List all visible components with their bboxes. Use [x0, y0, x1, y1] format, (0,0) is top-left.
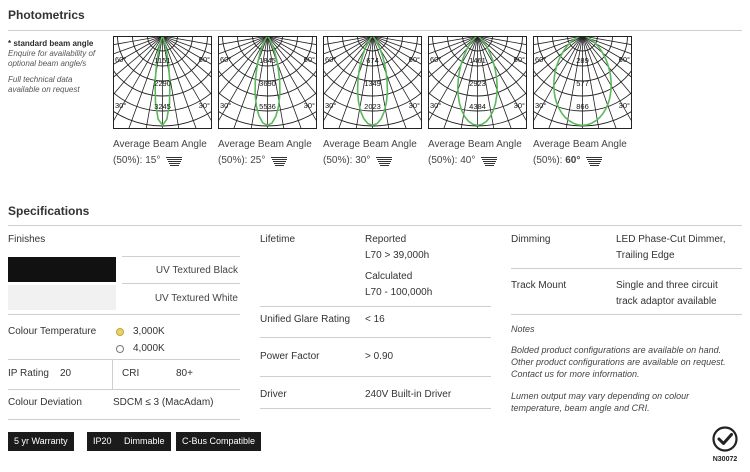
notes-line-3: Contact us for more information. — [511, 369, 640, 379]
angle-label-60-right: 60° — [618, 55, 630, 64]
angle-label-60-left: 60° — [325, 55, 337, 64]
notes-line-4: Lumen output may vary depending on colour — [511, 391, 690, 401]
polar-diagram-60 — [533, 36, 632, 129]
angle-label-60-left: 60° — [220, 55, 232, 64]
black-swatch — [8, 257, 116, 282]
ip-label: IP Rating — [8, 368, 49, 379]
notes-line-1: Bolded product configurations are available on hand. — [511, 345, 722, 355]
lifetime-reported-value: L70 > 39,000h — [365, 250, 430, 261]
beam-spread-icon — [271, 157, 287, 166]
caption-prefix: (50%): — [428, 155, 461, 166]
polar-diagram-15 — [113, 36, 212, 129]
angle-label-60-right: 60° — [513, 55, 525, 64]
caption-prefix: (50%): — [218, 155, 251, 166]
cool-dot-icon — [116, 345, 124, 353]
notes-line-5: temperature, beam angle and CRI. — [511, 403, 650, 413]
angle-label-60-right: 60° — [198, 55, 210, 64]
lifetime-calculated-value: L70 - 100,000h — [365, 287, 433, 298]
pf-label: Power Factor — [260, 351, 320, 362]
caption-title: Average Beam Angle — [533, 139, 627, 150]
beam-spread-icon — [376, 157, 392, 166]
beam-caption-25 — [218, 137, 330, 169]
warm-dot-icon — [116, 328, 124, 336]
lux-value-top: 1461 — [469, 56, 486, 65]
photometrics-heading: Photometrics — [8, 8, 85, 22]
badge-dimmable: Dimmable — [118, 432, 171, 451]
beam-spread-icon — [166, 157, 182, 166]
ugr-label: Unified Glare Rating — [260, 314, 351, 325]
lux-value-mid: 3690 — [259, 79, 276, 88]
lux-value-top: 289 — [576, 56, 589, 65]
dimming-value-1: LED Phase-Cut Dimmer, — [616, 234, 726, 245]
finish-black-label: UV Textured Black — [155, 265, 238, 276]
angle-label-60-right: 60° — [408, 55, 420, 64]
notes-line-2: Other product configurations are available on request. — [511, 357, 726, 367]
beam-caption-30 — [323, 137, 435, 169]
colour-temp-1: 3,000K — [133, 326, 165, 337]
angle-label-30-left: 30° — [325, 101, 337, 110]
track-value-2: track adaptor available — [616, 296, 717, 307]
lux-value-mid: 577 — [576, 79, 589, 88]
track-value-1: Single and three circuit — [616, 280, 718, 291]
pf-value: > 0.90 — [365, 351, 394, 362]
badge-ip20: IP20 — [87, 432, 118, 451]
certification-number: N30072 — [712, 456, 738, 463]
caption-angle: 30° — [355, 155, 371, 166]
badge-warranty: 5 yr Warranty — [8, 432, 74, 451]
beam-caption-15 — [113, 137, 225, 169]
lux-value-mid: 2923 — [469, 79, 486, 88]
caption-prefix: (50%): — [113, 155, 146, 166]
rcm-certification-icon — [708, 426, 742, 460]
note-line-3: Full technical data — [8, 75, 73, 84]
angle-label-30-left: 30° — [115, 101, 127, 110]
driver-label: Driver — [260, 389, 287, 400]
specifications-rule — [8, 225, 742, 226]
caption-prefix: (50%): — [533, 155, 566, 166]
angle-label-30-left: 30° — [430, 101, 442, 110]
badge-cbus: C-Bus Compatible — [176, 432, 261, 451]
caption-prefix: (50%): — [323, 155, 356, 166]
caption-angle: 25° — [250, 155, 266, 166]
angle-label-60-left: 60° — [430, 55, 442, 64]
cri-value: 80+ — [176, 368, 193, 379]
note-line-2: optional beam angle/s — [8, 59, 87, 68]
ip-value: 20 — [60, 368, 72, 379]
angle-label-30-right: 30° — [303, 101, 315, 110]
lux-value-bottom: 866 — [576, 102, 589, 111]
polar-diagram-30 — [323, 36, 422, 129]
colour-temp-2: 4,000K — [133, 343, 165, 354]
dimming-value-2: Trailing Edge — [616, 250, 675, 261]
polar-diagram-25 — [218, 36, 317, 129]
deviation-value: SDCM ≤ 3 (MacAdam) — [113, 397, 214, 408]
lux-value-top: 1151 — [154, 56, 171, 65]
colour-temp-label: Colour Temperature — [8, 326, 97, 337]
angle-label-60-left: 60° — [115, 55, 127, 64]
photometrics-rule — [8, 30, 742, 31]
ugr-value: < 16 — [365, 314, 385, 325]
photometrics-note — [8, 39, 112, 95]
angle-label-30-left: 30° — [535, 101, 547, 110]
angle-label-60-right: 60° — [303, 55, 315, 64]
angle-label-30-right: 30° — [513, 101, 525, 110]
lifetime-calculated: Calculated — [365, 271, 413, 282]
caption-angle: 40° — [460, 155, 476, 166]
caption-title: Average Beam Angle — [428, 139, 522, 150]
beam-spread-icon — [586, 157, 602, 166]
notes-label: Notes — [511, 324, 535, 334]
angle-label-30-right: 30° — [618, 101, 630, 110]
deviation-label: Colour Deviation — [8, 397, 82, 408]
caption-title: Average Beam Angle — [218, 139, 312, 150]
beam-spread-icon — [481, 157, 497, 166]
caption-angle: 15° — [145, 155, 161, 166]
lifetime-label: Lifetime — [260, 234, 296, 245]
lux-value-bottom: 3245 — [154, 102, 171, 111]
lux-value-top: 674 — [366, 56, 379, 65]
lux-value-bottom: 2023 — [364, 102, 381, 111]
angle-label-30-right: 30° — [408, 101, 420, 110]
note-line-1: Enquire for availability of — [8, 49, 96, 58]
polar-diagram-40 — [428, 36, 527, 129]
finishes-label: Finishes — [8, 234, 46, 245]
angle-label-30-left: 30° — [220, 101, 232, 110]
caption-title: Average Beam Angle — [323, 139, 417, 150]
lux-value-mid: 1349 — [364, 79, 381, 88]
beam-caption-60 — [533, 137, 645, 169]
caption-title: Average Beam Angle — [113, 139, 207, 150]
driver-value: 240V Built-in Driver — [365, 389, 452, 400]
lux-value-top: 1845 — [259, 56, 276, 65]
caption-angle: 60° — [565, 155, 581, 166]
finish-white-label: UV Textured White — [154, 293, 238, 304]
white-swatch — [8, 285, 116, 310]
specifications-heading: Specifications — [8, 204, 90, 218]
lux-value-mid: 2290 — [154, 79, 171, 88]
angle-label-30-right: 30° — [198, 101, 210, 110]
track-label: Track Mount — [511, 280, 567, 291]
dimming-label: Dimming — [511, 234, 551, 245]
lux-value-bottom: 5536 — [259, 102, 276, 111]
cri-label: CRI — [122, 368, 140, 379]
beam-caption-40 — [428, 137, 540, 169]
angle-label-60-left: 60° — [535, 55, 547, 64]
note-line-4: available on request — [8, 85, 80, 94]
lux-value-bottom: 4384 — [469, 102, 486, 111]
note-bold: * standard beam angle — [8, 39, 94, 48]
lifetime-reported: Reported — [365, 234, 407, 245]
